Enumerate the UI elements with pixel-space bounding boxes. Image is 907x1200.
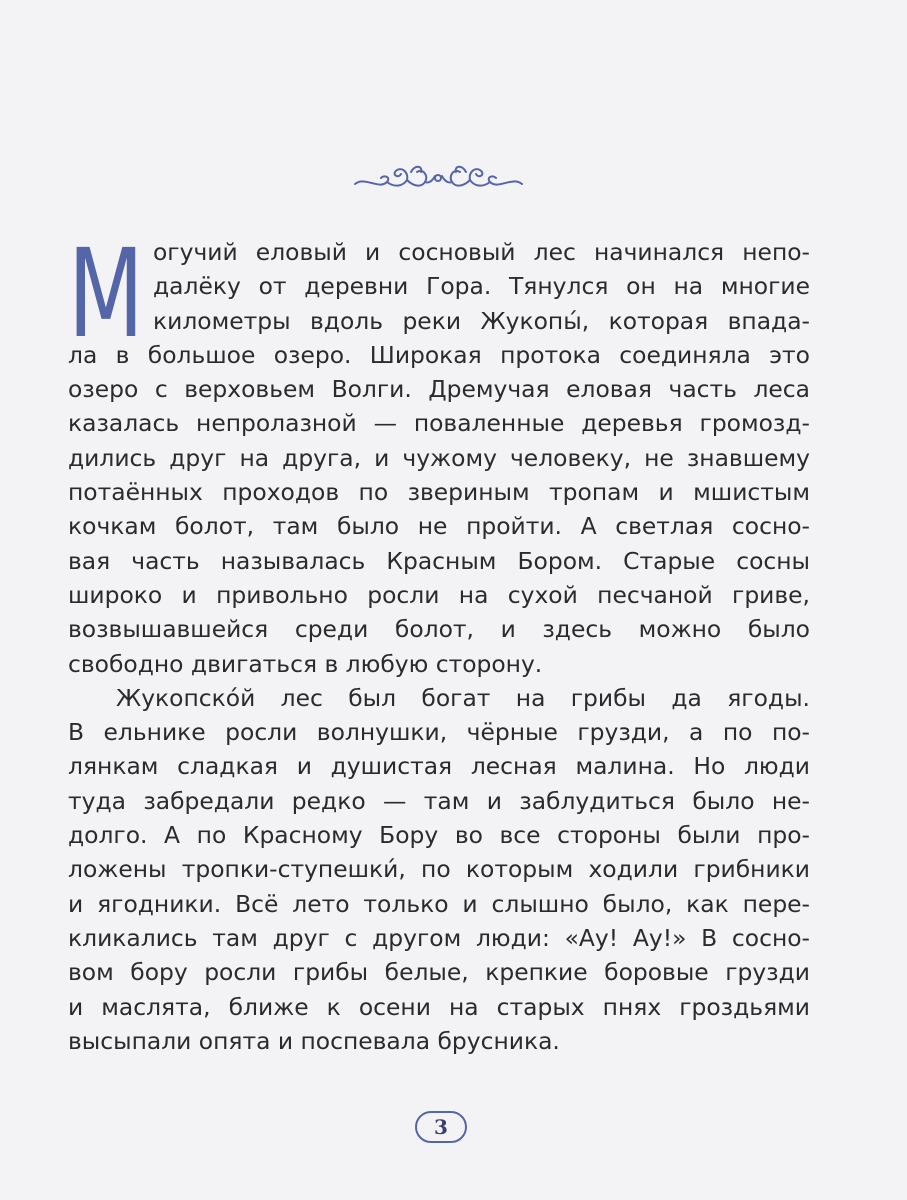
text-line: дились друг на друга, и чужому человеку, не знавшему bbox=[68, 443, 810, 472]
story-text bbox=[68, 223, 810, 1058]
text-line: ложены тропки-ступешки́, по которым ходили грибники bbox=[68, 855, 810, 884]
text-line: туда забредали редко — там и заблудиться было не- bbox=[68, 786, 810, 815]
text-line: ла в большое озеро. Широкая протока соединяла это bbox=[68, 340, 810, 369]
paragraph-2 bbox=[68, 681, 810, 1058]
text-line: и ягодники. Всё лето только и слышно было, как пере- bbox=[68, 889, 810, 918]
paragraph-1 bbox=[68, 223, 810, 681]
text-line: широко и привольно росли на сухой песчаной гриве, bbox=[68, 580, 810, 609]
text-line: озеро с верховьем Волги. Дремучая еловая часть леса bbox=[68, 375, 810, 404]
text-line: лянкам сладкая и душистая лесная малина. Но люди bbox=[68, 752, 810, 781]
text-line: кликались там друг с другом люди: «Ау! Ау!» В сосно- bbox=[68, 923, 810, 952]
text-line: кочкам болот, там было не пройти. А светлая сосно- bbox=[68, 512, 810, 541]
text-line: высыпали опята и поспевала брусника. bbox=[68, 1026, 560, 1055]
text-line: вом бору росли грибы белые, крепкие боровые грузди bbox=[68, 958, 810, 987]
flourish-ornament bbox=[351, 160, 526, 200]
text-line: казалась непролазной — поваленные деревья громозд- bbox=[68, 409, 810, 438]
text-line: возвышавшейся среди болот, и здесь можно было bbox=[68, 615, 810, 644]
text-line: В ельнике росли волнушки, чёрные грузди, а по по- bbox=[68, 718, 810, 747]
drop-cap: М bbox=[68, 223, 143, 365]
page-number: 3 bbox=[415, 1111, 467, 1143]
text-line: далёку от деревни Гора. Тянулся он на многие bbox=[153, 272, 810, 301]
text-line: Жукопско́й лес был богат на грибы да ягоды. bbox=[116, 683, 810, 712]
text-line: потаённых проходов по звериным тропам и мшистым bbox=[68, 478, 810, 507]
text-line: километры вдоль реки Жукопы́, которая впада- bbox=[153, 306, 810, 335]
text-line: и маслята, ближе к осени на старых пнях гроздьями bbox=[68, 992, 810, 1021]
text-line: вая часть называлась Красным Бором. Старые сосны bbox=[68, 546, 810, 575]
text-line: долго. А по Красному Бору во все стороны были про- bbox=[68, 821, 810, 850]
text-line: огучий еловый и сосновый лес начинался непо- bbox=[153, 238, 810, 266]
text-line: свободно двигаться в любую сторону. bbox=[68, 649, 543, 678]
